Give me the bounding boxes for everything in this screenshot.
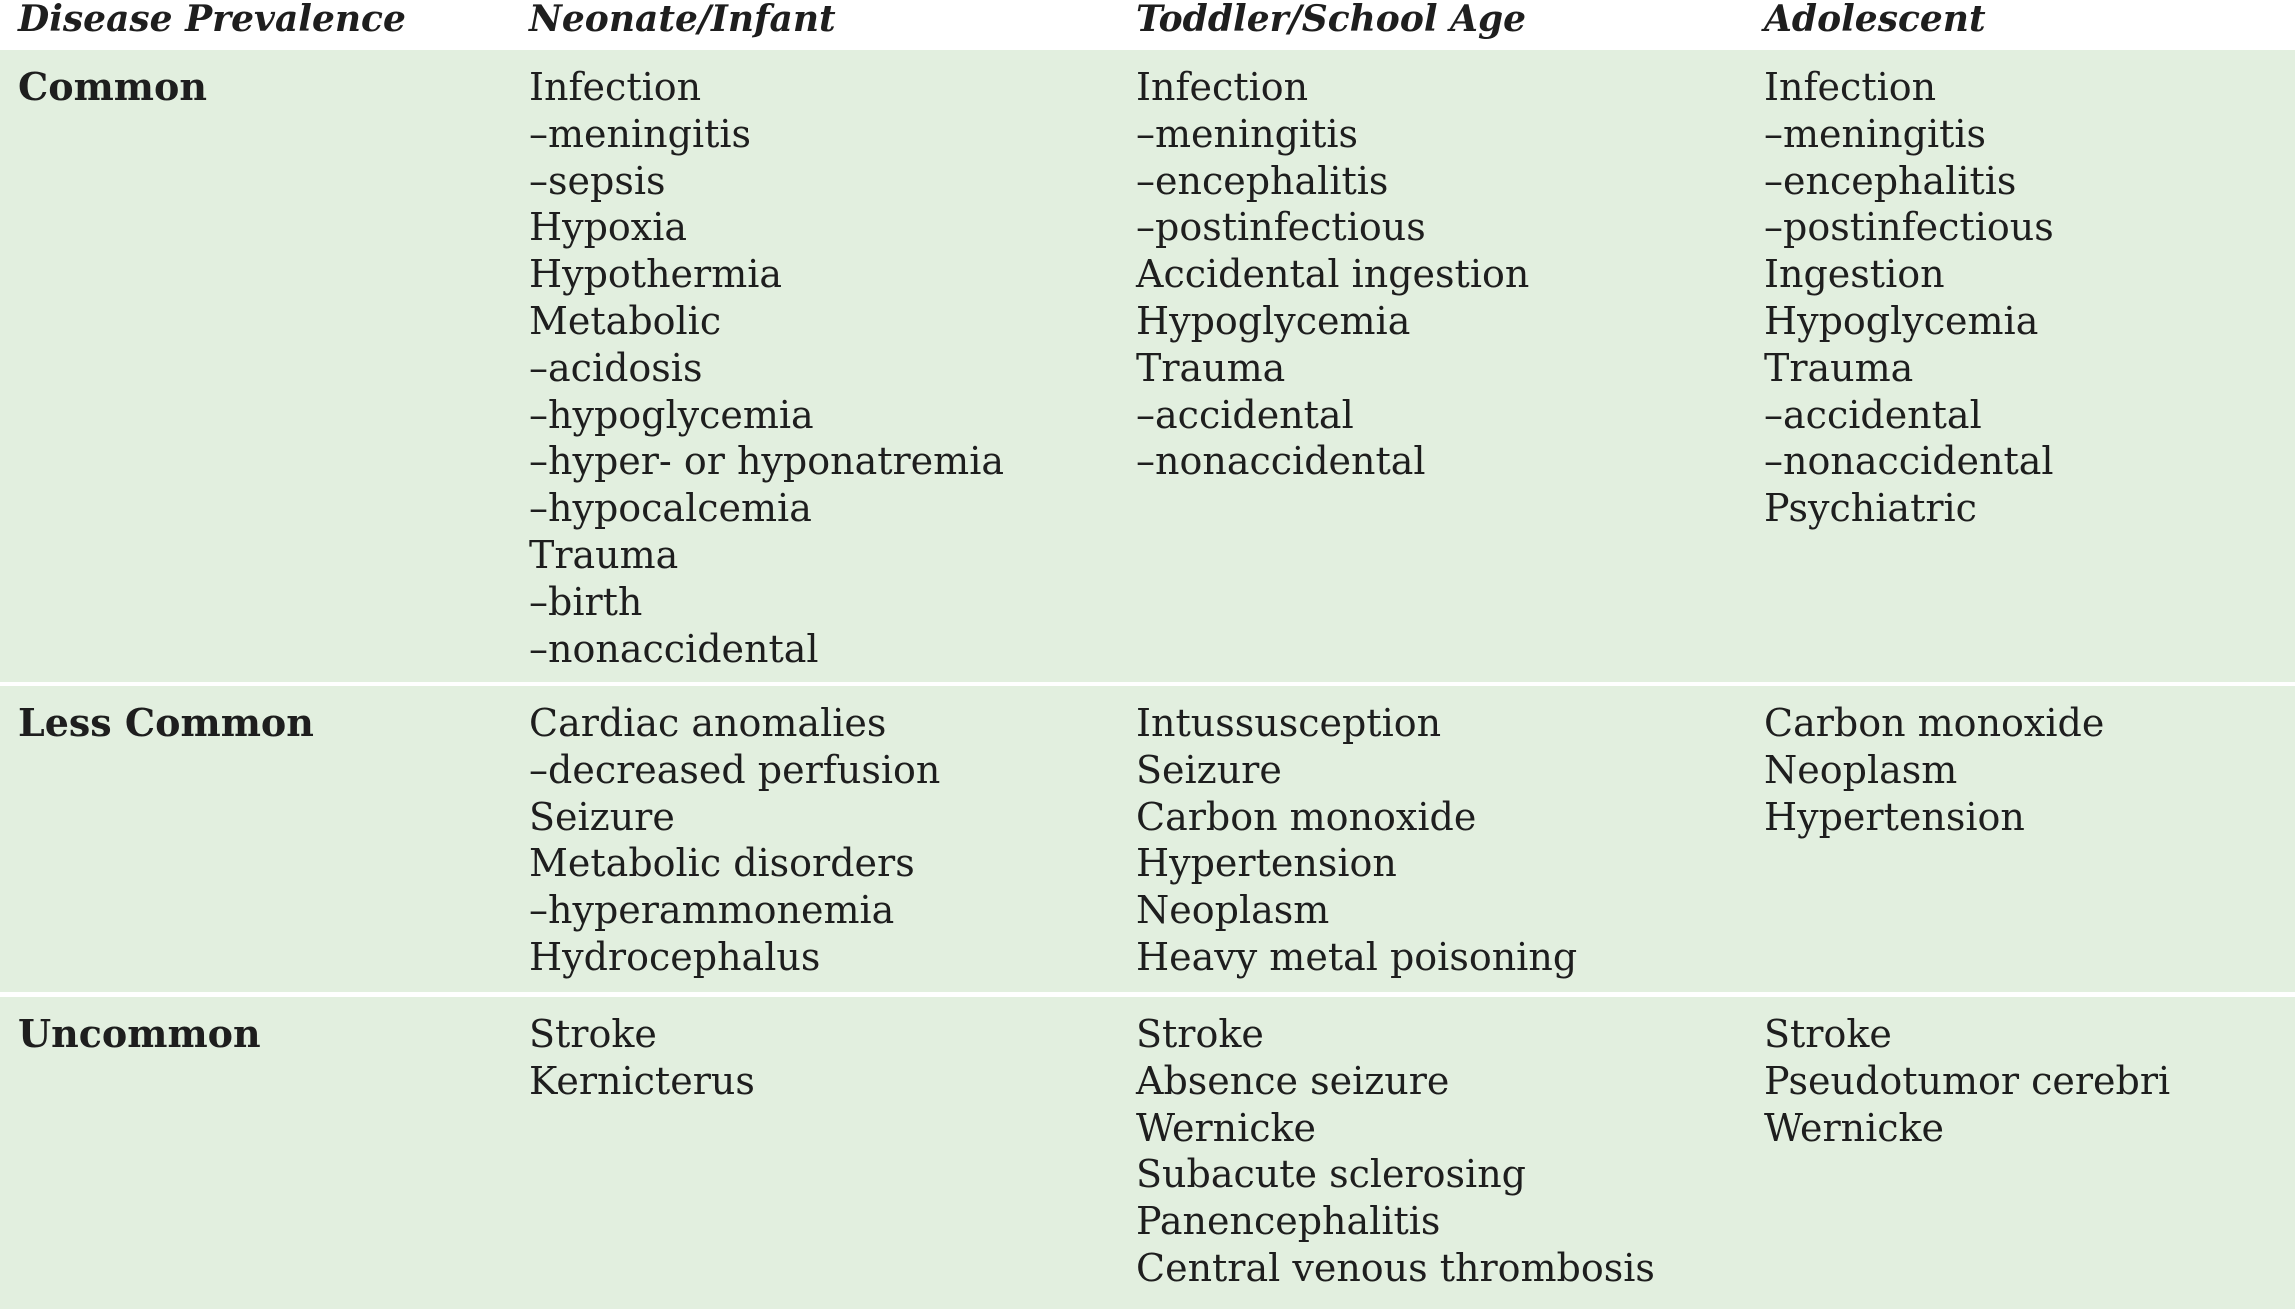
list-item: Ingestion xyxy=(1764,252,1945,297)
list-item: –nonaccidental xyxy=(529,626,819,671)
header-toddler-school-age: Toddler/School Age xyxy=(1136,0,1527,40)
list-item: Subacute sclerosing xyxy=(1136,1152,1527,1197)
list-item: –accidental xyxy=(1136,392,1354,437)
list-item: –hyper- or hyponatremia xyxy=(529,439,1004,484)
list-item: –decreased perfusion xyxy=(529,747,941,792)
list-item: Hydrocephalus xyxy=(529,934,821,979)
list-item: Cardiac anomalies xyxy=(529,701,887,745)
list-item: Seizure xyxy=(529,794,675,839)
list-item: Metabolic xyxy=(529,298,722,343)
list-item: Infection xyxy=(1764,65,1937,109)
list-item: Psychiatric xyxy=(1764,486,1977,531)
list-item: –postinfectious xyxy=(1136,205,1426,250)
list-item: –sepsis xyxy=(529,158,666,203)
list-item: Trauma xyxy=(1764,345,1914,390)
cell-less-common-neonate xyxy=(529,700,940,981)
list-item: –encephalitis xyxy=(1764,158,2017,203)
list-item: Stroke xyxy=(1136,1012,1264,1056)
list-item: Intussusception xyxy=(1136,701,1442,745)
list-item: –encephalitis xyxy=(1136,158,1389,203)
list-item: Pseudotumor cerebri xyxy=(1764,1058,2171,1103)
list-item: Heavy metal poisoning xyxy=(1136,934,1578,979)
list-item: –hyperammonemia xyxy=(529,888,895,933)
list-item: Accidental ingestion xyxy=(1136,252,1530,297)
list-item: –nonaccidental xyxy=(1136,439,1426,484)
cell-uncommon-neonate xyxy=(529,1011,755,1105)
row-less-common xyxy=(0,686,2295,992)
row-label-less-common: Less Common xyxy=(18,700,314,745)
list-item: Wernicke xyxy=(1764,1105,1945,1150)
list-item: –meningitis xyxy=(1136,111,1359,156)
row-label-uncommon: Uncommon xyxy=(18,1011,261,1056)
row-uncommon xyxy=(0,997,2295,1309)
list-item: Stroke xyxy=(1764,1012,1892,1056)
list-item: Seizure xyxy=(1136,747,1282,792)
list-item: Hypoglycemia xyxy=(1136,298,1411,343)
list-item: Trauma xyxy=(529,532,679,577)
row-label-common: Common xyxy=(18,64,207,109)
list-item: Panencephalitis xyxy=(1136,1199,1441,1244)
list-item: Hypertension xyxy=(1764,794,2025,839)
list-item: Wernicke xyxy=(1136,1105,1317,1150)
list-item: Carbon monoxide xyxy=(1764,701,2105,745)
list-item: Hypoxia xyxy=(529,205,688,250)
list-item: –hypocalcemia xyxy=(529,486,812,531)
cell-less-common-toddler xyxy=(1136,700,1577,981)
list-item: Metabolic disorders xyxy=(529,841,915,886)
list-item: Hypothermia xyxy=(529,252,783,297)
cell-uncommon-toddler xyxy=(1136,1011,1655,1292)
row-common xyxy=(0,50,2295,682)
list-item: Hypoglycemia xyxy=(1764,298,2039,343)
cell-common-toddler xyxy=(1136,64,1529,485)
list-item: Central venous thrombosis xyxy=(1136,1245,1655,1290)
cell-common-adolescent xyxy=(1764,64,2054,532)
list-item: –postinfectious xyxy=(1764,205,2054,250)
list-item: Trauma xyxy=(1136,345,1286,390)
list-item: Stroke xyxy=(529,1012,657,1056)
list-item: Infection xyxy=(1136,65,1309,109)
list-item: Neoplasm xyxy=(1764,747,1958,792)
list-item: –hypoglycemia xyxy=(529,392,814,437)
list-item: –nonaccidental xyxy=(1764,439,2054,484)
cell-less-common-adolescent xyxy=(1764,700,2104,840)
list-item: Neoplasm xyxy=(1136,888,1330,933)
list-item: Carbon monoxide xyxy=(1136,794,1477,839)
list-item: Infection xyxy=(529,65,702,109)
table-header-row xyxy=(0,0,2295,50)
list-item: –acidosis xyxy=(529,345,703,390)
header-adolescent: Adolescent xyxy=(1764,0,1986,40)
list-item: –birth xyxy=(529,579,643,624)
header-neonate-infant: Neonate/Infant xyxy=(529,0,836,40)
cell-common-neonate xyxy=(529,64,1004,672)
list-item: Kernicterus xyxy=(529,1058,755,1103)
list-item: Absence seizure xyxy=(1136,1058,1450,1103)
list-item: –accidental xyxy=(1764,392,1982,437)
list-item: –meningitis xyxy=(1764,111,1987,156)
list-item: –meningitis xyxy=(529,111,752,156)
cell-uncommon-adolescent xyxy=(1764,1011,2170,1151)
header-disease-prevalence: Disease Prevalence xyxy=(18,0,406,40)
list-item: Hypertension xyxy=(1136,841,1397,886)
